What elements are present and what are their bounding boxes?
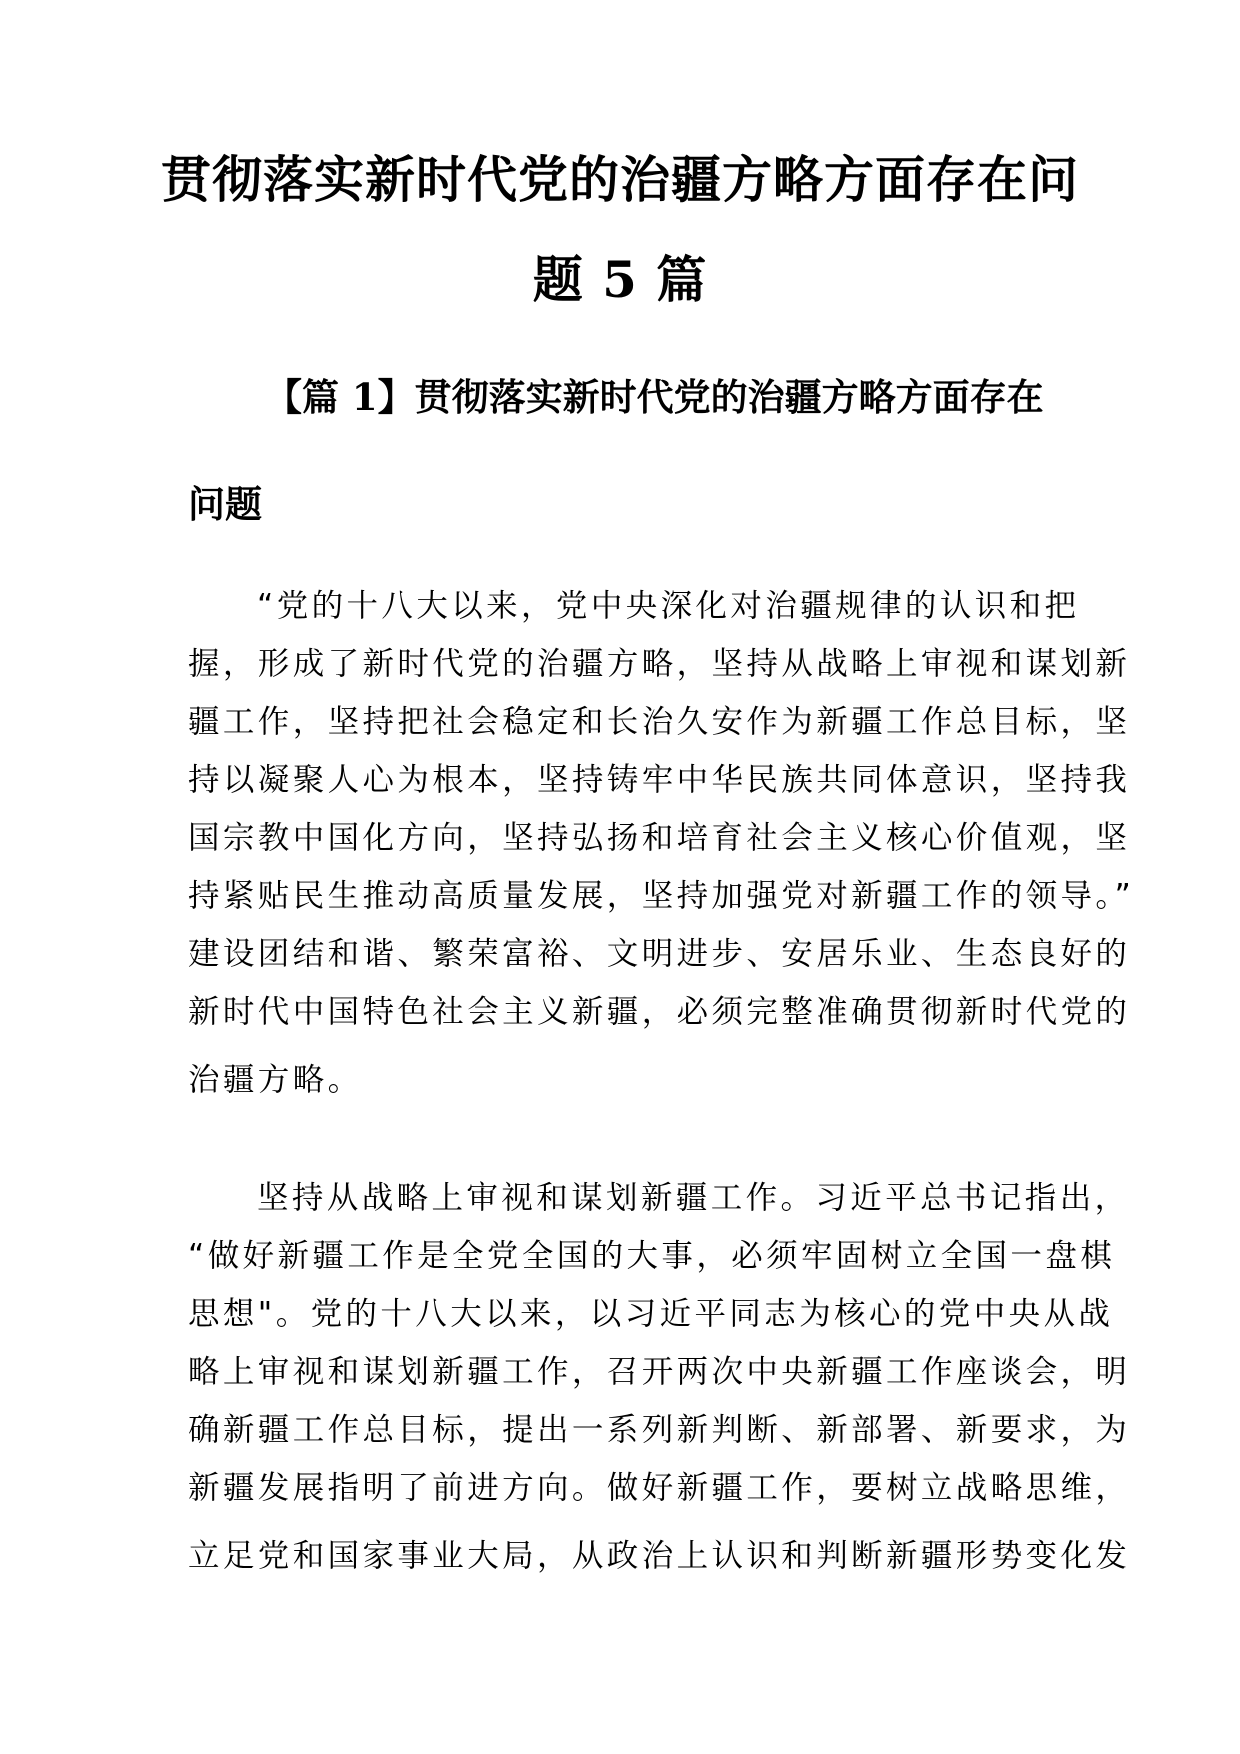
paragraph-2-line: “做好新疆工作是全党全国的大事，必须牢固树立全国一盘棋 <box>188 1238 1116 1274</box>
paragraph-1-line: 建设团结和谐、繁荣富裕、文明进步、安居乐业、生态良好的 <box>188 936 1131 972</box>
paragraph-2-line: 确新疆工作总目标，提出一系列新判断、新部署、新要求，为 <box>188 1412 1131 1448</box>
paragraph-2-line: 略上审视和谋划新疆工作，召开两次中央新疆工作座谈会，明 <box>188 1354 1131 1390</box>
paragraph-1-line: 握，形成了新时代党的治疆方略，坚持从战略上审视和谋划新 <box>188 646 1131 682</box>
paragraph-1-line: 国宗教中国化方向，坚持弘扬和培育社会主义核心价值观，坚 <box>188 820 1131 856</box>
paragraph-1-line: “党的十八大以来，党中央深化对治疆规律的认识和把 <box>257 588 1080 624</box>
paragraph-1-line: 新时代中国特色社会主义新疆，必须完整准确贯彻新时代党的 <box>188 994 1131 1030</box>
paragraph-1-line: 持以凝聚人心为根本，坚持铸牢中华民族共同体意识，坚持我 <box>188 762 1131 798</box>
paragraph-1-line: 疆工作，坚持把社会稳定和长治久安作为新疆工作总目标，坚 <box>188 704 1131 740</box>
paragraph-2-line: 立足党和国家事业大局，从政治上认识和判断新疆形势变化发 <box>188 1538 1131 1574</box>
paragraph-2-line: 思想"。党的十八大以来，以习近平同志为核心的党中央从战 <box>188 1296 1114 1332</box>
document-title-line-2: 题 5 篇 <box>532 250 708 309</box>
section-heading-line-2: 问题 <box>188 482 262 526</box>
section-heading-line-1: 【篇 1】贯彻落实新时代党的治疆方略方面存在 <box>265 375 1044 419</box>
paragraph-2-line: 新疆发展指明了前进方向。做好新疆工作，要树立战略思维， <box>188 1470 1131 1506</box>
paragraph-2-line: 坚持从战略上审视和谋划新疆工作。习近平总书记指出， <box>257 1180 1130 1216</box>
document-title-line-1: 贯彻落实新时代党的治疆方略方面存在问 <box>161 150 1079 209</box>
paragraph-1-line: 治疆方略。 <box>188 1062 363 1098</box>
paragraph-1-line: 持紧贴民生推动高质量发展，坚持加强党对新疆工作的领导。” <box>188 878 1135 914</box>
